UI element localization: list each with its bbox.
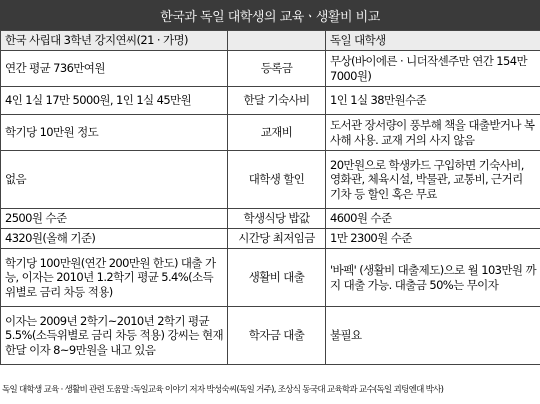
germany-cell: 도서관 장서량이 풍부해 책을 대출받거나 복사해 사용. 교재 거의 사지 않음 <box>326 115 540 151</box>
category-cell: 학생식당 밥값 <box>228 209 326 229</box>
germany-column-header: 독일 대학생 <box>326 31 540 51</box>
korea-cell: 없음 <box>1 151 228 209</box>
source-note: 독일 대학생 교육 · 생활비 관련 도움말 :독일교육 이야기 저자 박성숙씨(독일 거주), 조상식 동국대 교육학과 교수(독일 괴팅엔대 박사) <box>2 385 444 395</box>
germany-cell: 1만 2300원 수준 <box>326 229 540 249</box>
category-cell: 대학생 할인 <box>228 151 326 209</box>
korea-cell: 학기당 100만원(연간 200만원 한도) 대출 가능, 이자는 2010년 1.2학기 평균 5.4%(소득위별로 금리 차등 적용) <box>1 249 228 307</box>
table-row <box>1 249 540 307</box>
table-row <box>1 51 540 87</box>
germany-cell: 1인 1실 38만원수준 <box>326 87 540 115</box>
table-row <box>1 151 540 209</box>
germany-cell: '바펙' (생활비 대출제도)으로 월 103만원 까지 대출 가능. 대출금 50%는 무이자 <box>326 249 540 307</box>
korea-cell: 학기당 10만원 정도 <box>1 115 228 151</box>
germany-cell: 4600원 수준 <box>326 209 540 229</box>
category-cell: 등록금 <box>228 51 326 87</box>
category-column-header <box>228 31 326 51</box>
category-cell: 학자금 대출 <box>228 307 326 365</box>
germany-cell: 불필요 <box>326 307 540 365</box>
germany-cell: 무상(바이에른 · 니더작센주만 연간 154만 7000원) <box>326 51 540 87</box>
korea-column-header: 한국 사립대 3학년 강지연씨(21 · 가명) <box>1 31 228 51</box>
table-row <box>1 87 540 115</box>
category-cell: 한달 기숙사비 <box>228 87 326 115</box>
category-cell: 생활비 대출 <box>228 249 326 307</box>
korea-cell: 2500원 수준 <box>1 209 228 229</box>
korea-cell: 4320원(올해 기준) <box>1 229 228 249</box>
korea-cell: 4인 1실 17만 5000원, 1인 1실 45만원 <box>1 87 228 115</box>
table-row <box>1 209 540 229</box>
germany-cell: 20만원으로 학생카드 구입하면 기숙사비, 영화관, 체육시설, 박물관, 교통비, 근거리 기차 등 할인 혹은 무료 <box>326 151 540 209</box>
korea-cell: 이자는 2009년 2학기~2010년 2학기 평균 5.5%(소득위별로 금리 차등 적용) 강씨는 현재 한달 이자 8~9만원을 내고 있음 <box>1 307 228 365</box>
category-cell: 시간당 최저임금 <box>228 229 326 249</box>
category-cell: 교재비 <box>228 115 326 151</box>
table-row <box>1 115 540 151</box>
comparison-table <box>0 30 540 365</box>
table-row <box>1 229 540 249</box>
korea-cell: 연간 평균 736만여원 <box>1 51 228 87</box>
table-row <box>1 307 540 365</box>
table-header-row <box>1 31 540 51</box>
table-title: 한국과 독일 대학생의 교육ㆍ생활비 비교 <box>0 0 540 30</box>
